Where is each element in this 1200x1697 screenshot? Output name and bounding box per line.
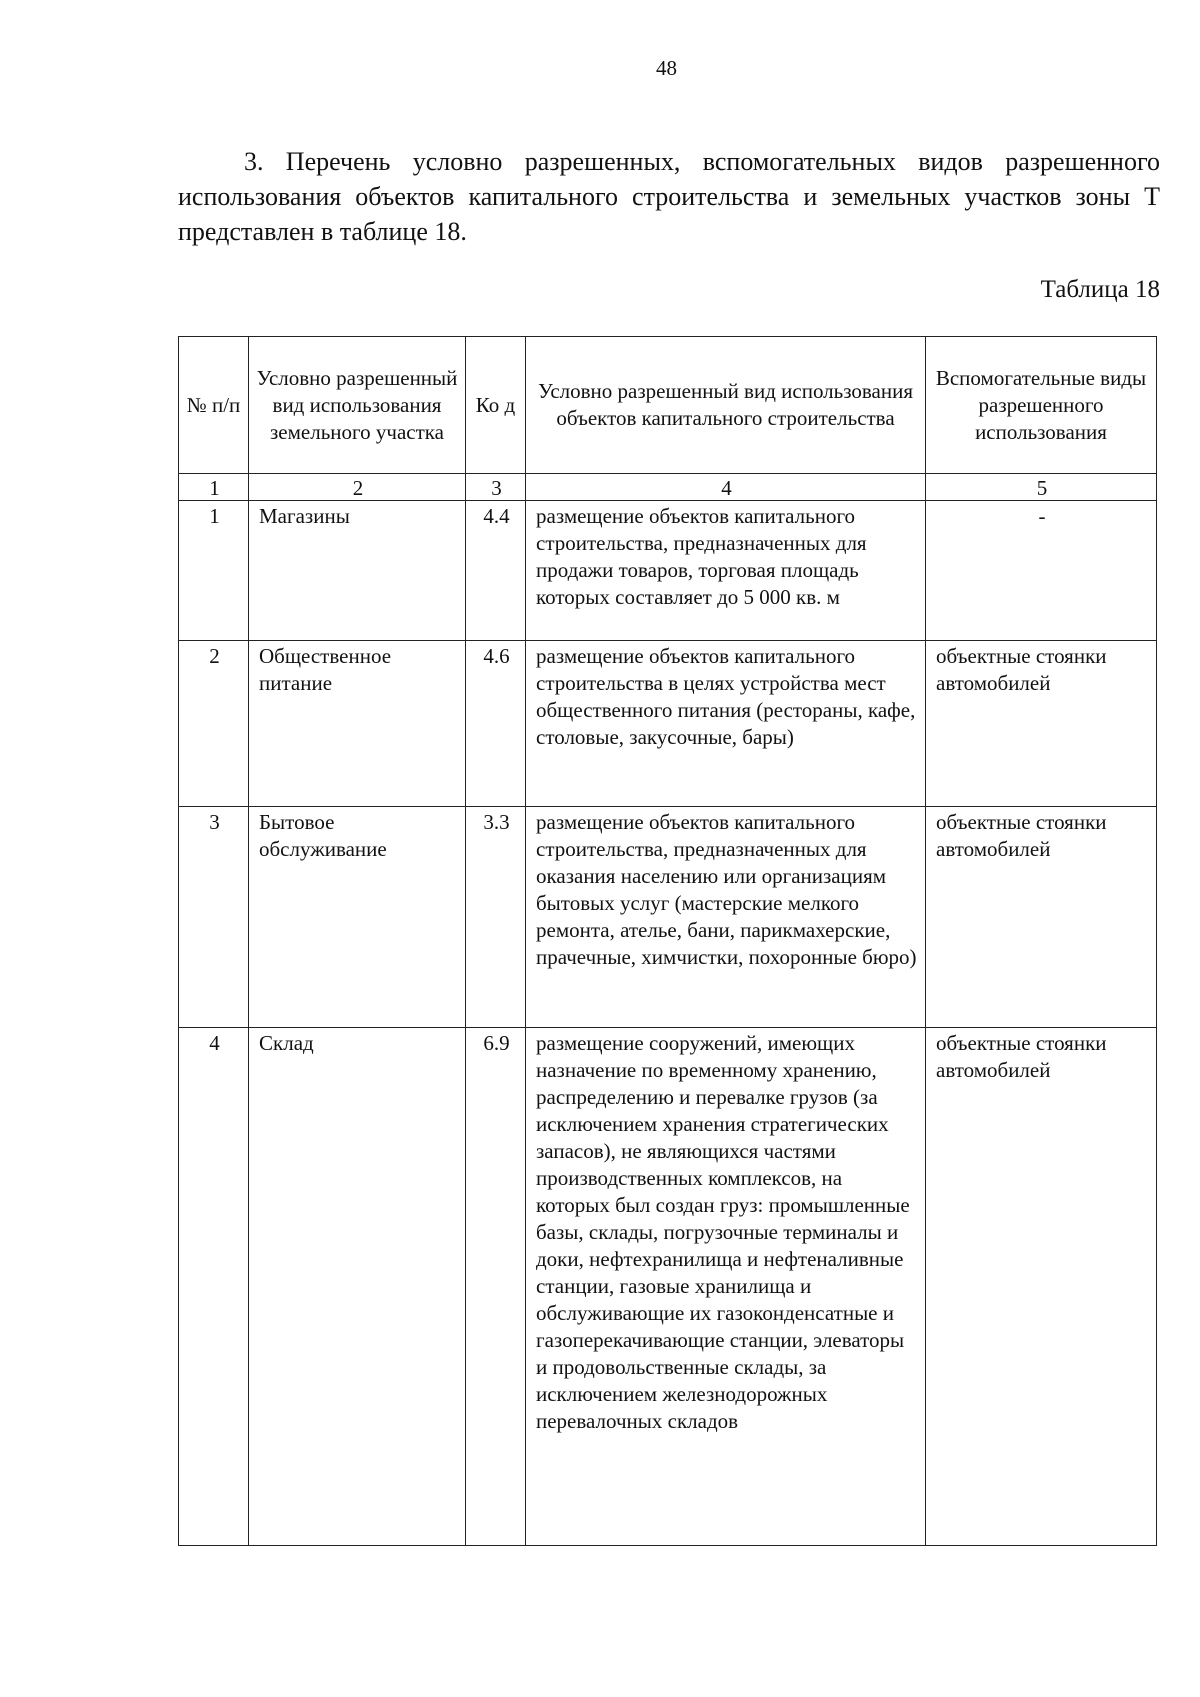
code-cell: 4.4 — [466, 501, 526, 641]
code-cell: 3.3 — [466, 807, 526, 1028]
auxiliary-cell: объектные стоянки автомобилей — [926, 1028, 1157, 1546]
auxiliary-cell: - — [926, 501, 1157, 641]
column-number: 1 — [179, 474, 249, 501]
header-capital-use: Условно разрешенный вид использования объектов капитального строительства — [526, 337, 926, 474]
table-caption: Таблица 18 — [1040, 276, 1160, 303]
header-number: № п/п — [179, 337, 249, 474]
table-row — [179, 501, 1157, 641]
page-number: 48 — [656, 56, 677, 80]
column-number: 5 — [926, 474, 1157, 501]
auxiliary-cell: объектные стоянки автомобилей — [926, 807, 1157, 1028]
land-use-cell: Магазины — [249, 501, 466, 641]
capital-use-cell: размещение объектов капитального строительства в целях устройства мест общественного питания (рестораны, кафе, столовые, закусочные, бары) — [526, 641, 926, 807]
land-use-cell: Склад — [249, 1028, 466, 1546]
column-number: 2 — [249, 474, 466, 501]
row-number: 2 — [179, 641, 249, 807]
column-number: 4 — [526, 474, 926, 501]
row-number: 4 — [179, 1028, 249, 1546]
code-cell: 6.9 — [466, 1028, 526, 1546]
capital-use-cell: размещение сооружений, имеющих назначение по временному хранению, распределению и перевалке грузов (за исключением хранения стратегических запасов), не являющихся частями производственных комплексов, на которых был создан груз: промышленные базы, склады, погрузочные терминалы и доки, нефтехранилища и нефтеналивные станции, газовые хранилища и обслуживающие их газоконденсатные и газоперекачивающие станции, элеваторы и продовольственные склады, за исключением железнодорожных перевалочных складов — [526, 1028, 926, 1546]
row-number: 3 — [179, 807, 249, 1028]
intro-paragraph: 3. Перечень условно разрешенных, вспомогательных видов разрешенного использования объектов капитального строительства и земельных участков зоны Т представлен в таблице 18. — [178, 147, 1160, 246]
capital-use-cell: размещение объектов капитального строительства, предназначенных для оказания населению или организациям бытовых услуг (мастерские мелкого ремонта, ателье, бани, парикмахерские, прачечные, химчистки, похоронные бюро) — [526, 807, 926, 1028]
land-use-cell: Общественное питание — [249, 641, 466, 807]
land-use-cell: Бытовое обслуживание — [249, 807, 466, 1028]
header-auxiliary: Вспомогательные виды разрешенного использования — [926, 337, 1157, 474]
header-code: Ко д — [466, 337, 526, 474]
capital-use-cell: размещение объектов капитального строительства, предназначенных для продажи товаров, торговая площадь которых составляет до 5 000 кв. м — [526, 501, 926, 641]
table-row — [179, 641, 1157, 807]
header-land-use: Условно разрешенный вид использования земельного участка — [249, 337, 466, 474]
table-row — [179, 1028, 1157, 1546]
row-number: 1 — [179, 501, 249, 641]
land-use-table — [178, 336, 1157, 1546]
table-header-row — [179, 337, 1157, 474]
column-number: 3 — [466, 474, 526, 501]
auxiliary-cell: объектные стоянки автомобилей — [926, 641, 1157, 807]
code-cell: 4.6 — [466, 641, 526, 807]
table-row — [179, 807, 1157, 1028]
column-number-row — [179, 474, 1157, 501]
